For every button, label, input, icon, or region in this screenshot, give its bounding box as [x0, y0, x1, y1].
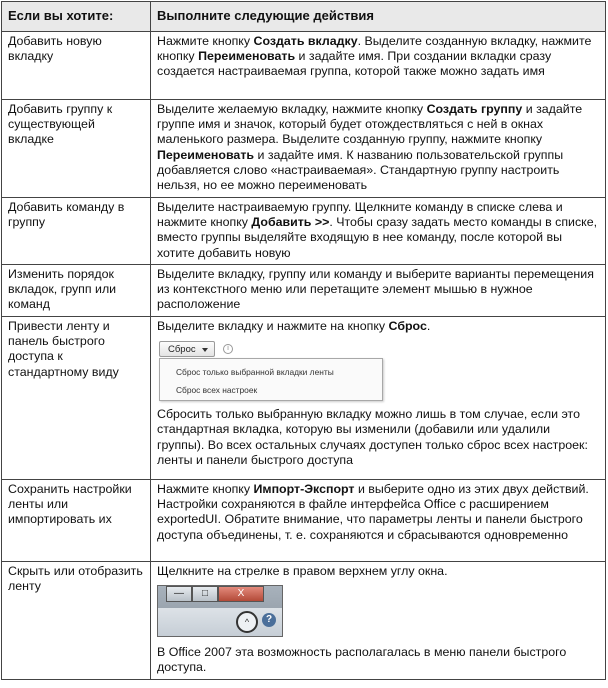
row-description — [151, 198, 606, 265]
bold-command-name: Добавить >> — [251, 215, 330, 230]
table-row — [2, 100, 606, 198]
description-text — [157, 267, 599, 313]
row-description — [151, 480, 606, 562]
row-description — [151, 317, 606, 480]
restore-button[interactable]: □ — [192, 586, 218, 602]
window-controls-screenshot — [157, 585, 283, 637]
chevron-down-icon — [202, 348, 208, 352]
description-text-2: Сбросить только выбранную вкладку можно лишь в том случае, если это стандартная вкладка, которую вы изменили (добавили или удалили группы). Во всех остальных случаях доступен только сброс всех настроек: ленты и панели быстрого доступа — [157, 407, 588, 467]
row-description — [151, 100, 606, 198]
text-run: . — [426, 319, 431, 333]
description-text — [157, 102, 599, 193]
reset-menu-screenshot — [157, 339, 599, 401]
text-run: . Чтобы сразу задать место команды в списке, вместо группы выделяйте входящую в нее команду, после которой вы хотите добавить новую — [157, 215, 598, 260]
row-action: Добавить новую вкладку — [2, 32, 151, 100]
description-text — [157, 200, 599, 261]
reset-button[interactable] — [159, 341, 215, 357]
table-row — [2, 317, 606, 480]
row-action: Привести ленту и панель быстрого доступа к стандартному виду — [2, 317, 151, 480]
text-run: Выделите желаемую вкладку, нажмите кнопку — [157, 102, 427, 116]
header-col-if-you-want: Если вы хотите: — [2, 2, 151, 32]
bold-command-name: Переименовать — [157, 147, 255, 162]
table-row — [2, 562, 606, 680]
row-action: Скрыть или отобразить ленту — [2, 562, 151, 680]
minimize-ribbon-arrow-icon[interactable]: ^ — [236, 611, 258, 633]
header-col-do-actions: Выполните следующие действия — [151, 2, 606, 32]
text-run: Нажмите кнопку — [157, 34, 254, 48]
reset-dropdown-menu — [159, 358, 383, 401]
bold-command-name: Переименовать — [198, 49, 296, 64]
table-row — [2, 265, 606, 317]
row-action: Добавить команду в группу — [2, 198, 151, 265]
reset-button-label: Сброс — [168, 344, 196, 356]
row-action: Сохранить настройки ленты или импортировать их — [2, 480, 151, 562]
text-run: Выделите вкладку и нажмите на кнопку — [157, 319, 389, 333]
bold-command-name: Сброс — [388, 319, 427, 333]
description-text — [157, 564, 599, 579]
menu-item-reset-all[interactable]: Сброс всех настроек — [176, 385, 258, 396]
bold-command-name: Импорт-Экспорт — [253, 482, 355, 496]
text-run: и выберите одно из этих двух действий. Настройки сохраняются в файле интерфейса Office с расширением exportedUI. Обратите внимание, что параметры ленты и панели быстрого доступа объединены, т. е. сохраняются и сбрасываются одновременно — [157, 482, 589, 542]
table-row — [2, 480, 606, 562]
description-text-2: В Office 2007 эта возможность располагалась в меню панели быстрого доступа. — [157, 645, 567, 675]
description-text — [157, 34, 599, 80]
table-header-row — [2, 2, 606, 32]
row-action: Добавить группу к существующей вкладке — [2, 100, 151, 198]
text-run: Выделите вкладку, группу или команду и выберите варианты перемещения из контекстного меню или перетащите элемент мышью в нужное расположение — [157, 267, 594, 312]
row-action: Изменить порядок вкладок, групп или команд — [2, 265, 151, 317]
minimize-button[interactable]: — — [166, 586, 192, 602]
table-row — [2, 198, 606, 265]
description-text — [157, 482, 599, 543]
info-icon: i — [223, 344, 233, 354]
row-description — [151, 32, 606, 100]
text-run: Нажмите кнопку — [157, 482, 254, 496]
text-run: . Выделите созданную вкладку, нажмите кнопку — [157, 34, 592, 64]
text-run: и задайте группе имя и значок, который будет отождествляться с ней в окнах маленького размера. Выделите созданную группу, нажмите кнопку — [157, 102, 583, 147]
actions-table — [1, 1, 606, 680]
text-run: и задайте имя. При создании вкладки сразу создается настраиваемая группа, которой также можно задать имя — [157, 49, 552, 79]
text-run: Выделите настраиваемую группу. Щелкните команду в списке слева и нажмите кнопку — [157, 200, 563, 230]
row-description — [151, 265, 606, 317]
description-text — [157, 319, 599, 334]
bold-command-name: Создать группу — [426, 102, 523, 116]
bold-command-name: Создать вкладку — [253, 34, 358, 48]
close-button[interactable]: X — [218, 586, 264, 602]
help-icon[interactable]: ? — [262, 613, 276, 627]
text-run: и задайте имя. К названию пользовательской группы добавляется слово «настраиваемая». Стандартную группу настроить нельзя, но ее можно переименовать — [157, 147, 564, 193]
menu-item-reset-selected-tab[interactable]: Сброс только выбранной вкладки ленты — [176, 367, 334, 378]
text-run: Щелкните на стрелке в правом верхнем углу окна. — [157, 564, 448, 578]
row-description — [151, 562, 606, 680]
table-row — [2, 32, 606, 100]
